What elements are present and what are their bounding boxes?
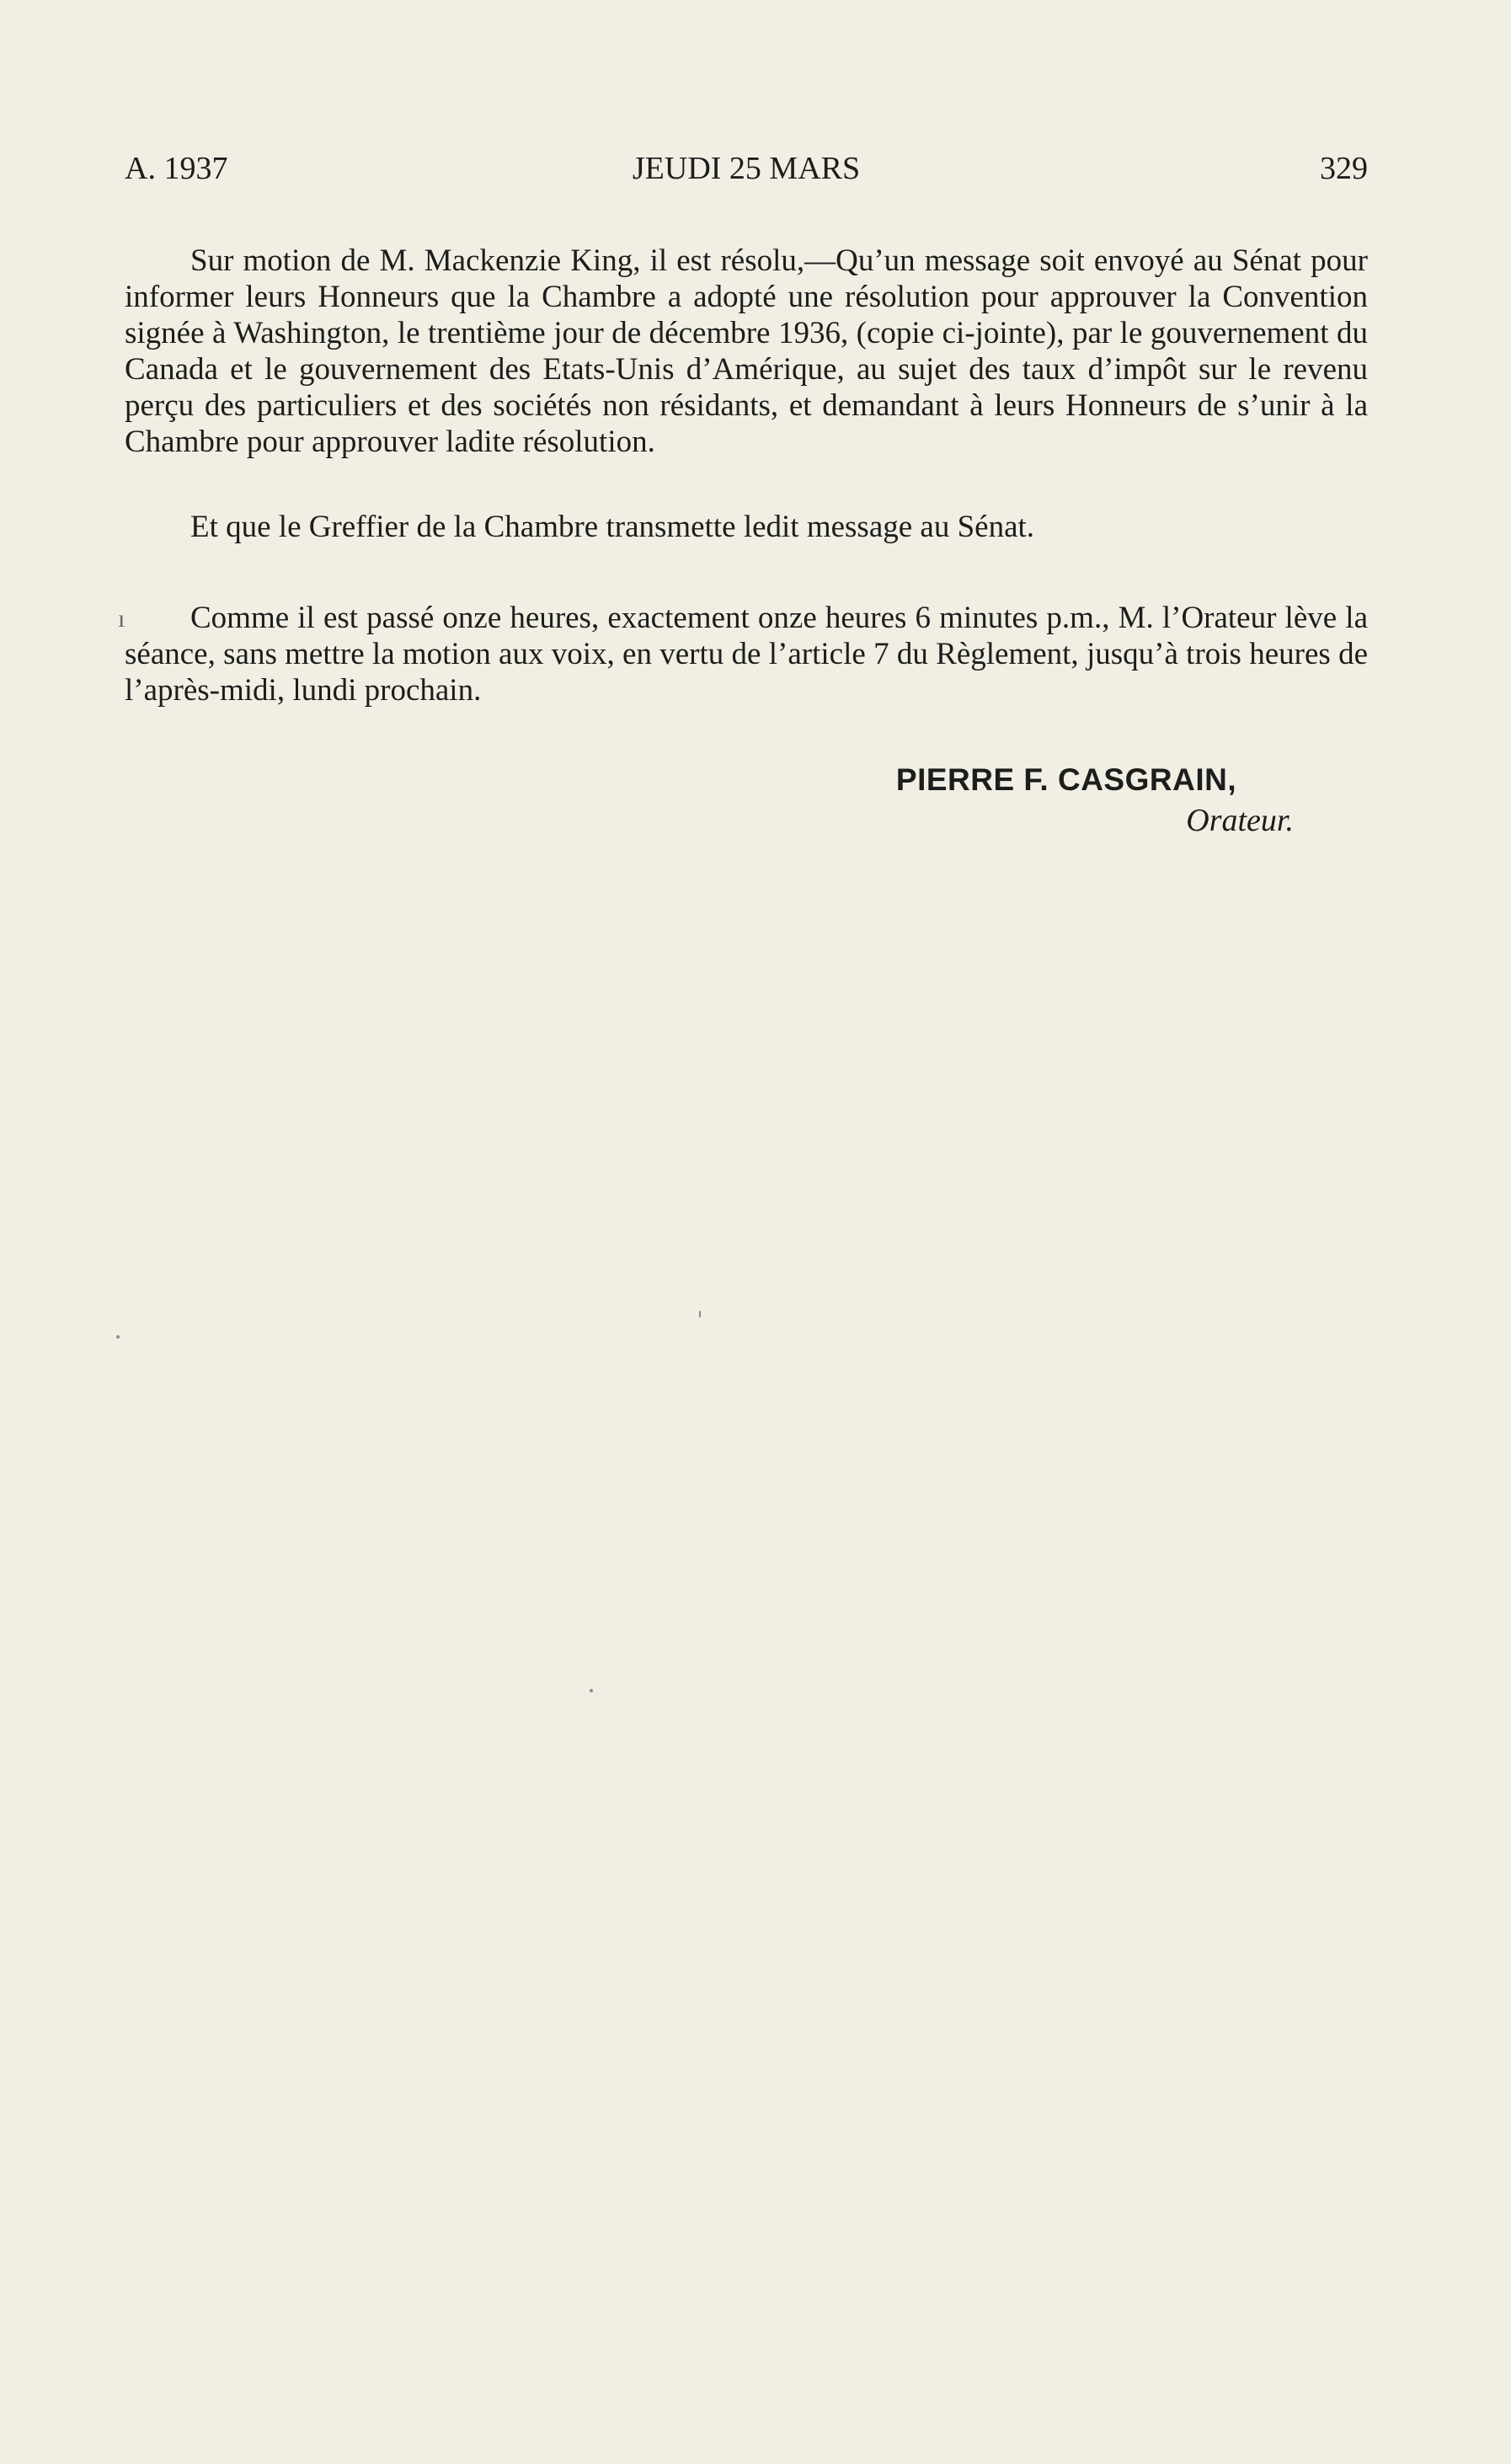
signature-block	[830, 760, 1302, 841]
signatory-title: Orateur.	[1186, 803, 1294, 838]
motion-paragraph: Sur motion de M. Mackenzie King, il est résolu,—Qu’un message soit envoyé au Sénat pour informer leurs Honneurs que la Chambre a adopté une résolution pour approuver la Convention signée à Washington, le trentième jour de décembre 1936, (copie ci-jointe), par le gouvernement du Canada et le gouvernement des Etats-Unis d’Amérique, au sujet des taux d’impôt sur le revenu perçu des particuliers et des sociétés non résidants, et demandant à leurs Honneurs de s’unir à la Chambre pour approuver ladite résolution.	[125, 243, 1368, 459]
scan-speck: ı	[118, 605, 125, 633]
running-header	[125, 148, 1368, 189]
header-date: JEUDI 25 MARS	[632, 151, 861, 186]
adjournment-paragraph: Comme il est passé onze heures, exactement onze heures 6 minutes p.m., M. l’Orateur lève la séance, sans mettre la motion aux voix, en vertu de l’article 7 du Règlement, jusqu’à trois heures de l’après-midi, lundi prochain.	[125, 601, 1368, 708]
greffier-paragraph: Et que le Greffier de la Chambre transmette ledit message au Sénat.	[190, 510, 1035, 544]
header-year: A. 1937	[125, 151, 228, 186]
header-page-number: 329	[1320, 151, 1368, 186]
scan-speck	[699, 1311, 701, 1318]
scan-speck	[590, 1689, 593, 1692]
signatory-name: PIERRE F. CASGRAIN,	[895, 762, 1237, 797]
scan-speck	[116, 1335, 120, 1339]
